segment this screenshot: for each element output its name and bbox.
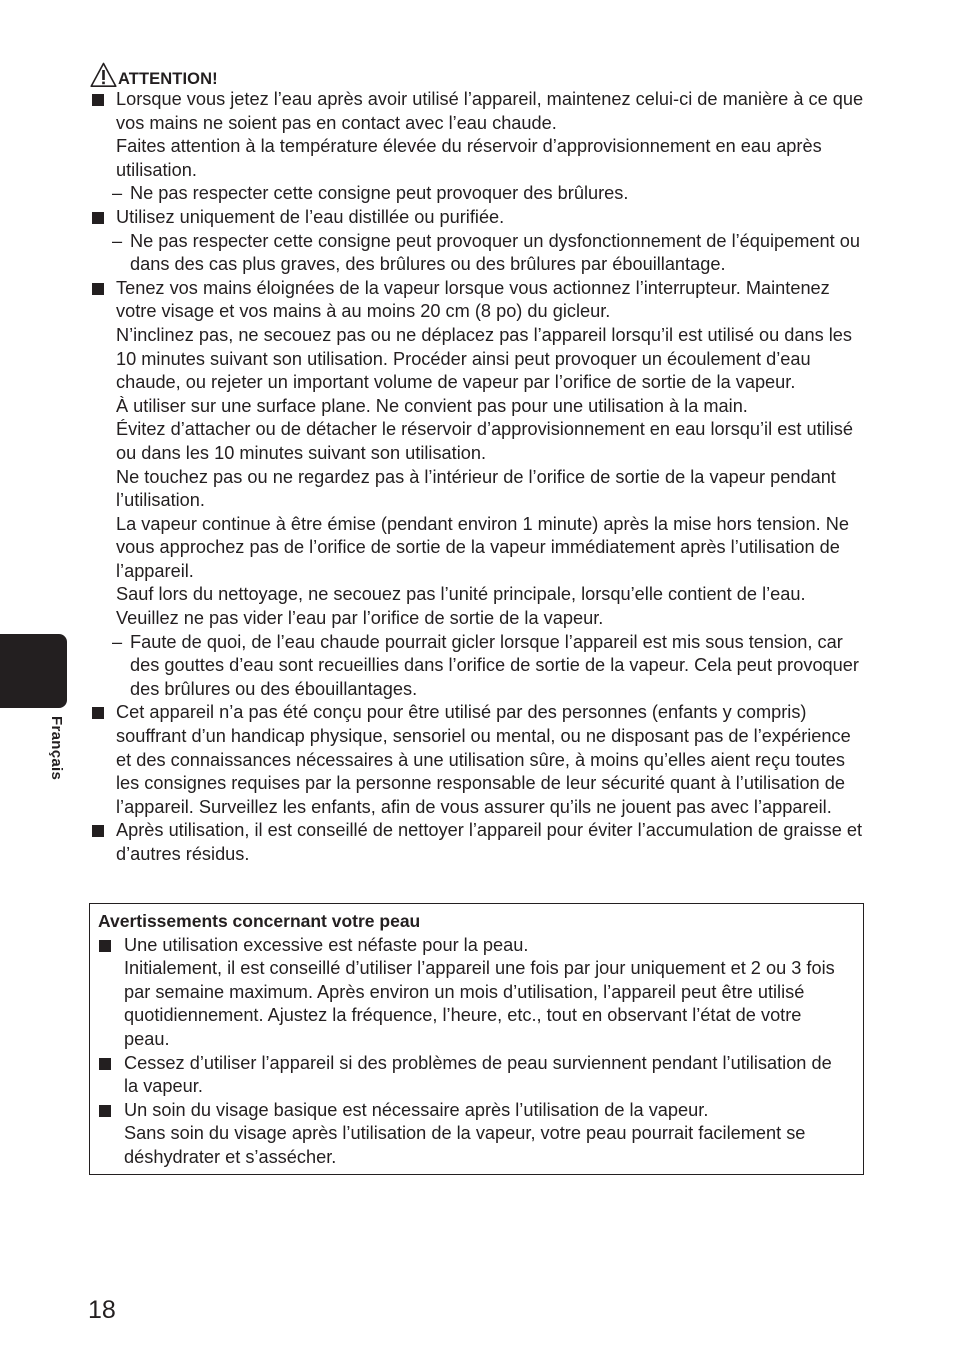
- attention-heading: [90, 60, 870, 88]
- square-bullet-icon: [99, 1058, 111, 1070]
- item-text: À utiliser sur une surface plane. Ne convient pas pour une utilisation à la main.: [116, 395, 748, 416]
- item-text: Après utilisation, il est conseillé de nettoyer l’appareil pour éviter l’accumulation de graisse et d’autres résidus.: [116, 820, 863, 864]
- square-bullet-icon: [92, 707, 104, 719]
- item-text: Cet appareil n’a pas été conçu pour être utilisé par des personnes (enfants y compris) souffrant d’un handicap physique, sensoriel ou mental, ou ne disposant pas de l’expérience et des connaissances nécessaires à une utilisation sûre, à moins qu’elles aient reçu toutes les consignes requises par la personne responsable de leur sécurité quant à l’utilisation de l’appareil. Surveillez les enfants, afin de vous assurer qu’ils ne jouent pas avec l’appareil.: [116, 702, 851, 817]
- item-text: Sauf lors du nettoyage, ne secouez pas l’unité principale, lorsqu’elle contient de l’eau. Veuillez ne pas vider l’eau par l’orifice de sortie de la vapeur.: [116, 584, 806, 629]
- square-bullet-icon: [92, 94, 104, 106]
- attention-section: [90, 60, 870, 867]
- dash-note: – Ne pas respecter cette consigne peut provoquer des brûlures.: [112, 183, 629, 204]
- item-text: Initialement, il est conseillé d’utiliser l’appareil une fois par jour uniquement et 2 ou 3 fois par semaine maximum. Après environ un mois d’utilisation, l’appareil peut être utilisé quotidiennement. Ajustez la fréquence, l’heure, etc., tout en observant l’état de votre peau.: [124, 958, 835, 1049]
- item-text: Un soin du visage basique est nécessaire après l’utilisation de la vapeur.: [124, 1099, 709, 1120]
- square-bullet-icon: [92, 212, 104, 224]
- skin-item: [98, 1052, 843, 1099]
- dash-note: – Faute de quoi, de l’eau chaude pourrait gicler lorsque l’appareil est mis sous tension, car des gouttes d’eau sont recueillies dans l’orifice de sortie de la vapeur. Cela peut provoquer des brûlures ou des ébouillantages.: [112, 631, 859, 699]
- square-bullet-icon: [99, 1105, 111, 1117]
- item-text: Lorsque vous jetez l’eau après avoir utilisé l’appareil, maintenez celui-ci de manière à ce que vos mains ne soient pas en contact avec l’eau chaude.: [116, 89, 864, 133]
- item-text: Cessez d’utiliser l’appareil si des problèmes de peau surviennent pendant l’utilisation de la vapeur.: [124, 1052, 832, 1097]
- item-text: Évitez d’attacher ou de détacher le réservoir d’approvisionnement en eau lorsqu’il est utilisé ou dans les 10 minutes suivant son utilisation.: [116, 419, 854, 463]
- item-text: Faites attention à la température élevée du réservoir d’approvisionnement en eau après utilisation.: [116, 136, 822, 180]
- attention-item: [90, 206, 870, 277]
- attention-item: [90, 701, 870, 819]
- item-text: Tenez vos mains éloignées de la vapeur lorsque vous actionnez l’interrupteur. Maintenez votre visage et vos mains à au moins 20 cm (8 po) du gicleur.: [116, 277, 830, 322]
- attention-item: [90, 277, 870, 702]
- item-text: Une utilisation excessive est néfaste pour la peau.: [124, 934, 529, 955]
- skin-item: [98, 1099, 843, 1170]
- item-text: Ne touchez pas ou ne regardez pas à l’intérieur de l’orifice de sortie de la vapeur pendant l’utilisation.: [116, 466, 836, 511]
- page-number: 18: [88, 1296, 116, 1324]
- skin-warnings-box: [89, 903, 864, 1175]
- item-text: N’inclinez pas, ne secouez pas ou ne déplacez pas l’appareil lorsqu’il est utilisé ou dans les 10 minutes suivant son utilisation. Procéder ainsi peut provoquer un écoulement d’eau chaude, ou rejeter un important volume de vapeur par l’orifice de sortie de la vapeur.: [116, 324, 853, 393]
- attention-item: [90, 819, 870, 866]
- skin-item: [98, 934, 843, 1052]
- item-text: La vapeur continue à être émise (pendant environ 1 minute) après la mise hors tension. Ne vous approchez pas de l’orifice de sortie de la vapeur immédiatement après l’utilisation de l’appareil.: [116, 513, 849, 581]
- item-text: Utilisez uniquement de l’eau distillée ou purifiée.: [116, 206, 505, 227]
- language-tab-label: Français: [48, 716, 65, 781]
- attention-item: [90, 88, 870, 206]
- warning-triangle-icon: [90, 62, 117, 88]
- attention-title: ATTENTION!: [118, 70, 218, 88]
- square-bullet-icon: [92, 825, 104, 837]
- square-bullet-icon: [99, 940, 111, 952]
- item-text: Sans soin du visage après l’utilisation de la vapeur, votre peau pourrait facilement se déshydrater et s’assécher.: [124, 1123, 806, 1167]
- square-bullet-icon: [92, 283, 104, 295]
- skin-warnings-title: Avertissements concernant votre peau: [98, 911, 421, 931]
- dash-note: – Ne pas respecter cette consigne peut provoquer un dysfonctionnement de l’équipement ou dans des cas plus graves, des brûlures ou des brûlures par ébouillantage.: [112, 230, 860, 275]
- language-tab-marker: [0, 634, 67, 708]
